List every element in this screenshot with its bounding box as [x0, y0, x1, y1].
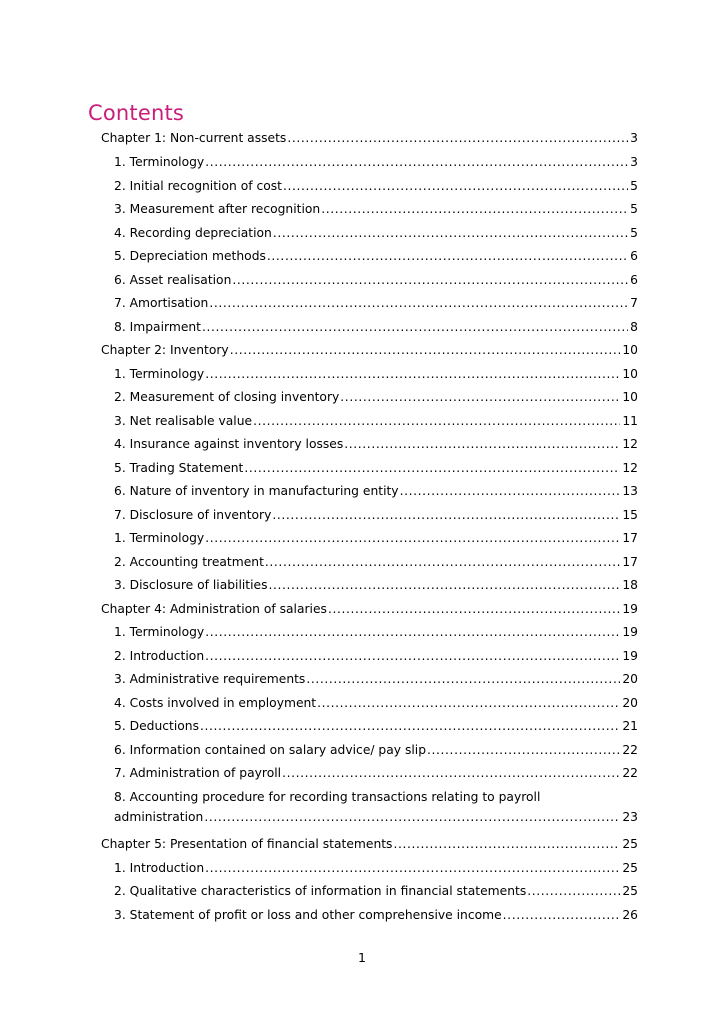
toc-entry-title: 5. Deductions — [114, 719, 199, 733]
toc-entry-title: 5. Depreciation methods — [114, 249, 266, 263]
toc-section-entry[interactable] — [114, 881, 638, 901]
toc-section-entry[interactable] — [114, 693, 638, 713]
toc-entry-title: 4. Recording depreciation — [114, 225, 272, 240]
dot-leader — [205, 622, 620, 642]
toc-entry-title: 2. Initial recognition of cost — [114, 178, 282, 193]
dot-leader — [527, 881, 620, 901]
contents-heading: Contents — [88, 101, 185, 125]
toc-entry-title: Chapter 1: Non-current assets — [101, 131, 287, 145]
toc-entry-title: 3. Net realisable value — [114, 413, 253, 428]
toc-section-entry[interactable] — [114, 152, 638, 172]
toc-chapter-entry[interactable] — [101, 340, 638, 360]
toc-section-entry[interactable] — [114, 411, 638, 431]
toc-section-entry[interactable] — [114, 905, 638, 925]
toc-page-number: 7 — [630, 296, 638, 310]
toc-page-number: 19 — [622, 625, 638, 639]
dot-leader — [244, 458, 620, 478]
toc-page-number: 10 — [622, 390, 638, 404]
toc-page-number: 22 — [622, 766, 638, 780]
toc-entry-title: 7. Administration of payroll — [114, 766, 282, 780]
toc-section-entry[interactable] — [114, 176, 638, 196]
toc-page-number: 19 — [622, 601, 638, 616]
toc-entry-title: 1. Terminology — [114, 625, 205, 639]
toc-entry-title: 2. Accounting treatment — [114, 554, 264, 569]
dot-leader — [273, 223, 628, 243]
dot-leader — [267, 246, 628, 266]
toc-page-number: 8 — [630, 319, 638, 334]
toc-page-number: 25 — [622, 884, 638, 898]
dot-leader — [205, 528, 620, 548]
toc-entry-title: 6. Asset realisation — [114, 272, 232, 287]
toc-page-number: 19 — [622, 648, 638, 663]
dot-leader — [205, 646, 620, 666]
toc-section-entry[interactable] — [114, 646, 638, 666]
toc-entry-title: 7. Amortisation — [114, 296, 209, 310]
dot-leader — [269, 575, 621, 595]
toc-entry-title: 3. Administrative requirements — [114, 672, 306, 686]
toc-page-number: 17 — [622, 554, 638, 569]
dot-leader — [205, 152, 628, 172]
toc-section-entry[interactable] — [114, 270, 638, 290]
toc-page-number: 3 — [630, 155, 638, 169]
toc-section-entry[interactable] — [114, 622, 638, 642]
toc-section-entry[interactable] — [114, 434, 638, 454]
toc-entry-title: Chapter 5: Presentation of financial statements — [101, 837, 393, 851]
toc-section-entry[interactable] — [114, 223, 638, 243]
toc-section-entry[interactable] — [114, 317, 638, 337]
toc-page-number: 13 — [622, 484, 638, 498]
dot-leader — [283, 176, 628, 196]
dot-leader — [230, 340, 621, 360]
toc-entry-title: 3. Statement of profit or loss and other comprehensive income — [114, 907, 502, 922]
dot-leader — [306, 669, 620, 689]
toc-entry-title: 5. Trading Statement — [114, 460, 244, 475]
toc-section-entry[interactable] — [114, 364, 638, 384]
toc-page-number: 11 — [622, 413, 638, 428]
toc-entry-title: 1. Terminology — [114, 531, 205, 545]
toc-section-entry[interactable] — [114, 505, 638, 525]
toc-page-number: 23 — [622, 809, 638, 824]
toc-page-number: 5 — [630, 202, 638, 216]
toc-entry-title: 1. Terminology — [114, 155, 205, 169]
toc-page-number: 3 — [630, 131, 638, 145]
toc-section-entry[interactable] — [114, 787, 638, 827]
toc-entry-title: 1. Terminology — [114, 366, 205, 381]
toc-page-number: 25 — [622, 860, 638, 875]
dot-leader — [205, 364, 620, 384]
toc-page-number: 10 — [622, 343, 638, 357]
toc-page-number: 25 — [622, 837, 638, 851]
toc-page-number: 6 — [630, 272, 638, 287]
toc-entry-title-continued: administration — [114, 809, 204, 824]
toc-entry-title: 4. Costs involved in employment — [114, 695, 317, 710]
dot-leader — [287, 128, 628, 148]
dot-leader — [321, 199, 628, 219]
dot-leader — [205, 858, 620, 878]
toc-page-number: 6 — [630, 249, 638, 263]
dot-leader — [209, 293, 628, 313]
toc-section-entry[interactable] — [114, 763, 638, 783]
toc-page-number: 5 — [630, 178, 638, 193]
toc-section-entry[interactable] — [114, 387, 638, 407]
toc-section-entry[interactable] — [114, 293, 638, 313]
toc-entry-title: 1. Introduction — [114, 860, 205, 875]
toc-chapter-entry[interactable] — [101, 599, 638, 619]
toc-entry-title: 3. Disclosure of liabilities — [114, 578, 268, 592]
toc-entry-title: Chapter 4: Administration of salaries — [101, 601, 327, 616]
toc-page-number: 20 — [622, 672, 638, 686]
toc-section-entry[interactable] — [114, 528, 638, 548]
toc-entry-title: 8. Accounting procedure for recording transactions relating to payroll — [114, 789, 541, 804]
dot-leader — [400, 481, 621, 501]
toc-page-number: 12 — [622, 437, 638, 451]
dot-leader — [282, 763, 620, 783]
toc-section-entry[interactable] — [114, 858, 638, 878]
toc-section-entry[interactable] — [114, 575, 638, 595]
toc-page-number: 12 — [622, 460, 638, 475]
toc-section-entry[interactable] — [114, 552, 638, 572]
toc-page-number: 17 — [622, 531, 638, 545]
toc-entry-title: 2. Measurement of closing inventory — [114, 390, 340, 404]
toc-chapter-entry[interactable] — [101, 834, 638, 854]
dot-leader — [427, 740, 620, 760]
toc-section-entry[interactable] — [114, 669, 638, 689]
toc-entry-title: 3. Measurement after recognition — [114, 202, 321, 216]
toc-page-number: 10 — [622, 366, 638, 381]
dot-leader — [265, 552, 620, 572]
toc-page-number: 21 — [622, 719, 638, 733]
toc-section-entry[interactable] — [114, 481, 638, 501]
toc-entry-title: 4. Insurance against inventory losses — [114, 437, 344, 451]
toc-section-entry[interactable] — [114, 199, 638, 219]
dot-leader — [317, 693, 620, 713]
toc-page-number: 15 — [622, 507, 638, 522]
toc-section-entry[interactable] — [114, 246, 638, 266]
toc-entry-title: 2. Introduction — [114, 648, 205, 663]
dot-leader — [204, 807, 620, 827]
dot-leader — [503, 905, 621, 925]
toc-section-entry[interactable] — [114, 458, 638, 478]
dot-leader — [328, 599, 620, 619]
dot-leader — [232, 270, 628, 290]
dot-leader — [200, 716, 620, 736]
dot-leader — [340, 387, 620, 407]
toc-entry-title: 8. Impairment — [114, 319, 202, 334]
dot-leader — [272, 505, 620, 525]
dot-leader — [393, 834, 620, 854]
toc-section-entry[interactable] — [114, 740, 638, 760]
toc-page-number: 18 — [622, 578, 638, 592]
toc-entry-title: Chapter 2: Inventory — [101, 343, 229, 357]
toc-page-number: 26 — [622, 907, 638, 922]
toc-entry-title: 2. Qualitative characteristics of information in financial statements — [114, 884, 527, 898]
toc-entry-title: 7. Disclosure of inventory — [114, 507, 272, 522]
toc-page-number: 20 — [622, 695, 638, 710]
dot-leader — [253, 411, 620, 431]
toc-page-number: 22 — [622, 742, 638, 757]
toc-entry-title: 6. Information contained on salary advice/ pay slip — [114, 742, 427, 757]
dot-leader — [202, 317, 628, 337]
toc-section-entry[interactable] — [114, 716, 638, 736]
toc-chapter-entry[interactable] — [101, 128, 638, 148]
toc-page-number: 5 — [630, 225, 638, 240]
page-number: 1 — [358, 950, 366, 965]
toc-entry-title: 6. Nature of inventory in manufacturing entity — [114, 484, 399, 498]
dot-leader — [344, 434, 620, 454]
